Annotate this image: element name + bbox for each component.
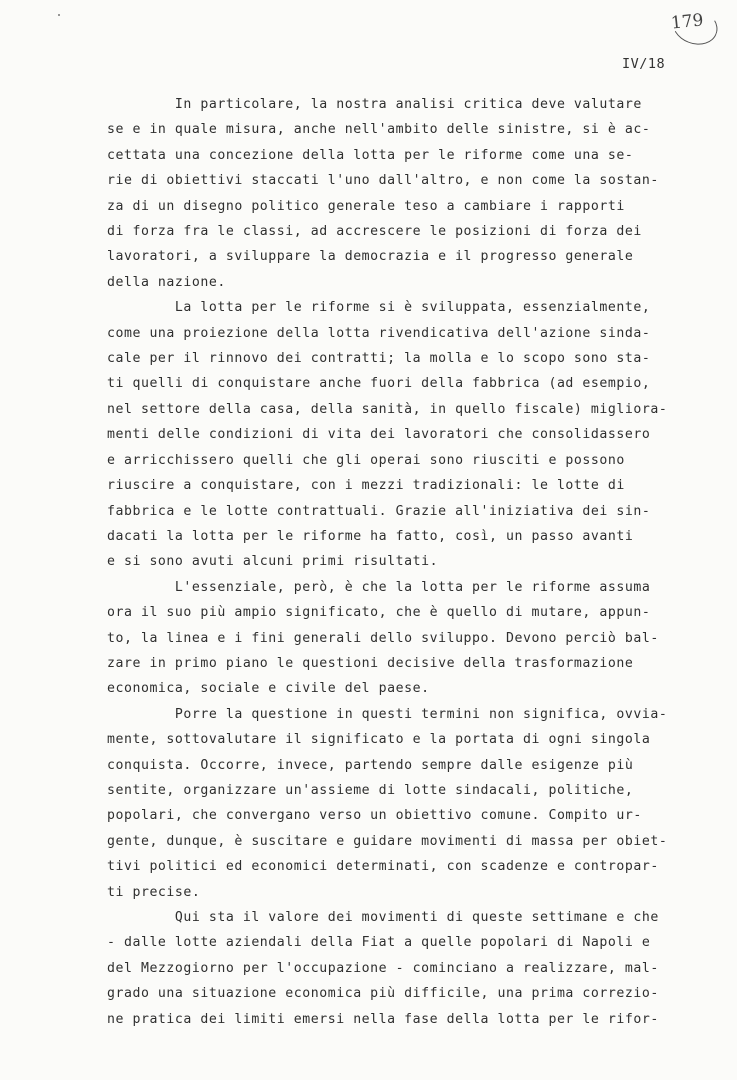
text-line: L'essenziale, però, è che la lotta per le riforme assuma [107,579,651,595]
text-line: del Mezzogiorno per l'occupazione - cominciano a realizzare, mal- [107,960,659,976]
text-line: zare in primo piano le questioni decisive della trasformazione [107,655,634,671]
text-line: gente, dunque, è suscitare e guidare movimenti di massa per obiet- [107,833,668,849]
handwritten-folio-number: 179 [670,10,705,34]
text-line: dacati la lotta per le riforme ha fatto, così, un passo avanti [107,528,634,544]
text-line: - dalle lotte aziendali della Fiat a quelle popolari di Napoli e [107,935,651,951]
text-line: di forza fra le classi, ad accrescere le posizioni di forza dei [107,224,642,240]
text-line: come una proiezione della lotta rivendicativa dell'azione sinda- [107,325,651,341]
text-line: rie di obiettivi staccati l'uno dall'altro, e non come la sostan- [107,173,659,189]
text-line: In particolare, la nostra analisi critica deve valutare [107,97,642,112]
text-line: ora il suo più ampio significato, che è quello di mutare, appun- [107,605,651,621]
text-line: nel settore della casa, della sanità, in quello fiscale) migliora- [107,401,668,417]
text-line: menti delle condizioni di vita dei lavoratori che consolidassero [107,427,651,443]
text-line: grado una situazione economica più difficile, una prima correzio- [107,986,659,1002]
text-line: cettata una concezione della lotta per le riforme come una se- [107,147,634,163]
text-line: ti precise. [107,884,201,900]
text-line: lavoratori, a sviluppare la democrazia e il progresso generale [107,249,634,265]
text-line: to, la linea e i fini generali dello sviluppo. Devono perciò bal- [107,630,659,646]
text-line: ti quelli di conquistare anche fuori della fabbrica (ad esempio, [107,376,651,392]
text-line: e arricchissero quelli che gli operai sono riusciti e possono [107,452,625,468]
text-line: conquista. Occorre, invece, partendo sempre dalle esigenze più [107,757,634,773]
text-line: popolari, che convergano verso un obiettivo comune. Compito ur- [107,808,642,824]
text-line: fabbrica e le lotte contrattuali. Grazie all'iniziativa dei sin- [107,503,651,519]
text-line: cale per il rinnovo dei contratti; la molla e lo scopo sono sta- [107,351,651,367]
text-line: e si sono avuti alcuni primi risultati. [107,554,439,570]
text-line: riuscire a conquistare, con i mezzi tradizionali: le lotte di [107,478,625,494]
text-line: Porre la questione in questi termini non significa, ovvia- [107,706,668,722]
text-line: della nazione. [107,274,226,290]
page-number: IV/18 [622,56,666,72]
text-line: za di un disegno politico generale teso a cambiare i rapporti [107,198,625,214]
paper-speck [58,14,60,16]
text-line: se e in quale misura, anche nell'ambito delle sinistre, si è ac- [107,122,651,138]
text-line: La lotta per le riforme si è sviluppata, essenzialmente, [107,300,651,316]
text-line: ne pratica dei limiti emersi nella fase della lotta per le rifor- [107,1011,659,1027]
text-line: Qui sta il valore dei movimenti di queste settimane e che [107,910,659,925]
text-line: sentite, organizzare un'assieme di lotte sindacali, politiche, [107,782,634,798]
text-line: tivi politici ed economici determinati, con scadenze e contropar- [107,859,659,875]
body-text [107,92,699,1032]
text-line: economica, sociale e civile del paese. [107,681,430,697]
text-line: mente, sottovalutare il significato e la portata di ogni singola [107,732,651,748]
